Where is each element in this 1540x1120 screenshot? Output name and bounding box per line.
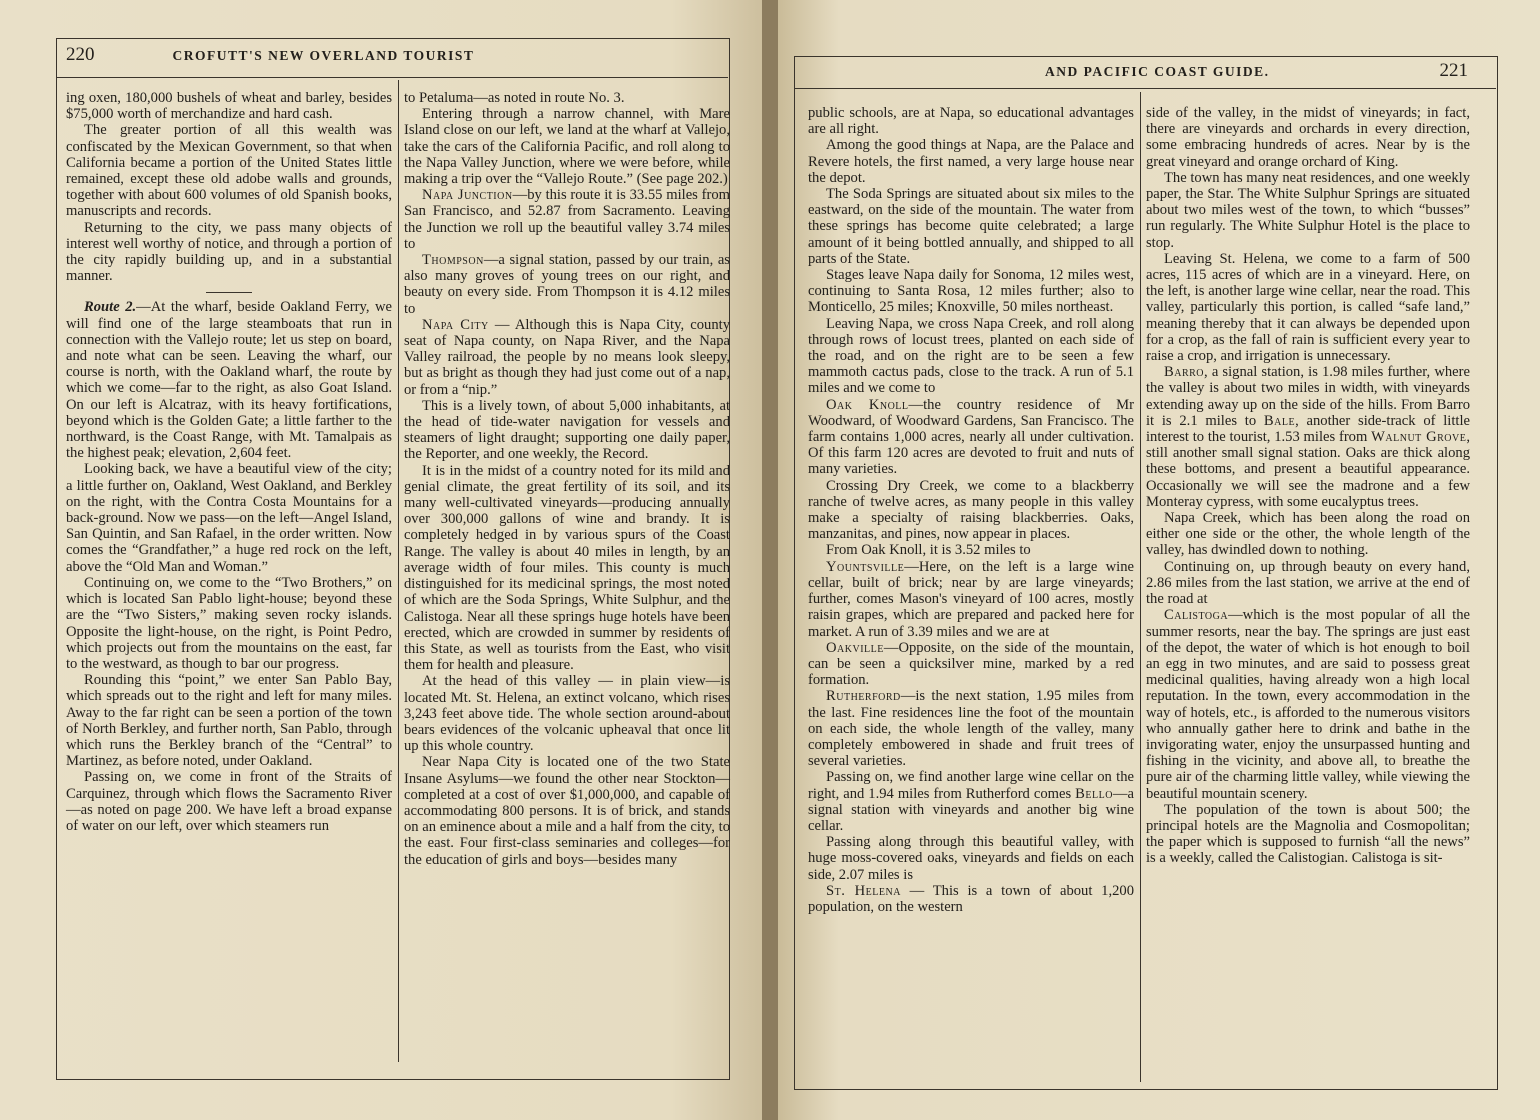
paragraph-text: Passing on, we find another large wine cellar on the right, and 1.94 miles from Rutherford comes: [808, 769, 1134, 802]
running-header: [808, 60, 1468, 82]
paragraph: Stages leave Napa daily for Sonoma, 12 miles west, continuing to Santa Rosa, 12 miles further; also to Monticello, 25 miles; Knoxville, 50 miles northeast.: [808, 267, 1134, 316]
paragraph: Leaving St. Helena, we come to a farm of 500 acres, 115 acres of which are in a vineyard. Here, on the left, is another large wine cellar, near the road. This valley, particularly this portion, is called “safe land,” meaning thereby that it can always be depended upon for a crop, as the fall of rain is sufficient every year to raise a crop, and irrigation is unnecessary.: [1146, 250, 1470, 365]
paragraph-oak-knoll: [808, 397, 1134, 478]
station-name: Rutherford: [826, 688, 901, 705]
station-name: Oak Knoll: [826, 396, 909, 413]
paragraph-text: — Although this is Napa City, county seat of Napa county, on Napa River, and the Napa Valley railroad, the people by no means look sleepy, but as bright as though they had just come out of a nap, or from a “nip.”: [404, 316, 730, 398]
paragraph-text: , still another small signal station. Oaks are thick along these bottoms, and present a beautiful appearance. Occasionally we will see the madrone and a few Monteray cypress, with some eucalyptus trees.: [1146, 429, 1470, 510]
paragraph: Returning to the city, we pass many objects of interest well worthy of notice, and through a portion of the city rapidly building up, and in a substantial manner.: [66, 219, 392, 285]
paragraph-rutherford: [808, 688, 1134, 769]
paragraph: The Soda Springs are situated about six miles to the eastward, on the side of the mountain. The water from these springs has become quite celebrated; a large amount of it being bottled annually, and shipped to all parts of the State.: [808, 186, 1134, 267]
paragraph-napa-city: [404, 317, 730, 398]
paragraph-text: , another side-track of little interest to the tourist, 1.53 miles from: [1146, 412, 1470, 446]
paragraph-text: —the country residence of Mr Woodward, of Woodward Gardens, San Francisco. The farm contains 1,000 acres, nearly all under cultivation. Of this farm 120 acres are devoted to fruit and nuts of many varieties.: [808, 396, 1134, 478]
station-name: Napa Junction: [422, 187, 513, 204]
paragraph-thompson: [404, 252, 730, 317]
right-column-1: [808, 105, 1134, 915]
paragraph: Crossing Dry Creek, we come to a blackberry ranche of twelve acres, as many people in this valley make a specialty of raising blackberries. Oaks, manzanitas, and pines, now appear in places.: [808, 477, 1134, 543]
paragraph-yountsville: [808, 559, 1134, 640]
paragraph: Among the good things at Napa, are the Palace and Revere hotels, the first named, a very large house near the depot.: [808, 137, 1134, 186]
paragraph: side of the valley, in the midst of vineyards; in fact, there are vineyards and orchards in every direction, some embracing hundreds of acres. Near by is the great vineyard and orange orchard of King.: [1146, 105, 1470, 170]
paragraph-napa-junction: [404, 187, 730, 252]
paragraph: Entering through a narrow channel, with Mare Island close on our left, we land at the wharf at Vallejo, take the cars of the California Pacific, and roll along to the Napa Valley Junction, where we were before, while making a trip over the “Vallejo Route.” (See page 202.): [404, 106, 730, 188]
paragraph-route-2: [66, 299, 392, 461]
paragraph-text: — This is a town of about 1,200 population, on the western: [808, 882, 1134, 915]
paragraph: Near Napa City is located one of the two State Insane Asylums—we found the other near Stockton—completed at a cost of over $1,000,000, and capable of accommodating 800 persons. It is of brick, and stands on an eminence about a mile and a half from the city, to the east. Four first-class seminaries and colleges—for the education of girls and boys—besides many: [404, 754, 730, 868]
station-name: St. Helena: [826, 882, 901, 899]
paragraph-bello: [808, 769, 1134, 834]
column-divider: [1140, 92, 1141, 1082]
paragraph: to Petaluma—as noted in route No. 3.: [404, 90, 625, 106]
station-name: Calistoga: [1164, 607, 1229, 624]
station-name: Bale: [1263, 412, 1296, 429]
running-head-title: CROFUTT'S NEW OVERLAND TOURIST: [172, 48, 475, 63]
paragraph-text: —a signal station with vineyards and another big wine cellar.: [808, 785, 1134, 834]
paragraph: Leaving Napa, we cross Napa Creek, and roll along through rows of locust trees, planted on each side of the road, and on the right are to be seen a few mammoth cactus pads, close to the track. A run of 5.1 miles and we come to: [808, 315, 1134, 397]
right-page: [778, 0, 1540, 1120]
paragraph-st-helena: [808, 883, 1134, 915]
running-header: [66, 44, 726, 66]
left-column-1: [66, 90, 392, 834]
route-heading: Route 2.: [84, 299, 137, 316]
paragraph-oakville: [808, 640, 1134, 689]
right-column-2: [1146, 105, 1470, 867]
paragraph-text: —which is the most popular of all the summer resorts, near the bay. The springs are just east of the depot, the water of which is hot enough to boil an egg in two minutes, and are said to possess great medicinal qualities, having already won a high local reputation. In the town, every accommodation in the way of hotels, etc., is afforded to the numerous visitors who annually gather here to drink and bathe in the invigorating water, enjoy the unsurpassed hunting and fishing in the vicinity, and above all, to breathe the pure air of the charming little valley, while viewing the beautiful mountain scenery.: [1146, 607, 1470, 802]
running-head-title: AND PACIFIC COAST GUIDE.: [1044, 64, 1270, 79]
paragraph-text: —by this route it is 33.55 miles from San Francisco, and 52.87 from Sacramento. Leaving the Junction we roll up the beautiful valley 3.74 miles to: [404, 187, 730, 252]
paragraph: The greater portion of all this wealth was confiscated by the Mexican Government, so that when California became a portion of the United States little remained, except these old adobe walls and grounds, together with about 600 volumes of old Spanish books, manuscripts and records.: [66, 122, 392, 220]
paragraph: Napa Creek, which has been along the road on either one side or the other, the whole length of the valley, has dwindled down to nothing.: [1146, 510, 1470, 559]
paragraph: Passing along through this beautiful valley, with huge moss-covered oaks, vineyards and fields on each side, 2.07 miles is: [808, 834, 1134, 883]
station-name: Barro: [1164, 364, 1205, 381]
paragraph-calistoga: [1146, 607, 1470, 801]
paragraph-text: , a signal station, is 1.98 miles further, where the valley is about two miles in width, with vineyards extending away up on the side of the hills. From Barro it is 2.1 miles to: [1146, 364, 1470, 429]
station-name: Yountsville: [826, 558, 905, 575]
paragraph: Looking back, we have a beautiful view of the city; a little further on, Oakland, West Oakland, and Berkley on the right, with the Contra Costa Mountains for a back-ground. Now we pass—on the left—Angel Island, San Quintin, and San Rafael, in the order written. Now comes the “Grandfather,” a huge red rock on the left, above the “Old Man and Woman.”: [66, 461, 392, 575]
paragraph: At the head of this valley — in plain view—is located Mt. St. Helena, an extinct volcano, which rises 3,243 feet above tide. The whole section around-about bears evidences of the volcanic upheaval that once lit up this whole country.: [404, 673, 730, 755]
paragraph: Continuing on, we come to the “Two Brothers,” on which is located San Pablo light-house; beyond these are the “Two Sisters,” making seven rocky islands. Opposite the light-house, on the right, is Point Pedro, which projects out from the mountains on the east, far to the westward, as though to bar our progress.: [66, 574, 392, 672]
paragraph: The population of the town is about 500; the principal hotels are the Magnolia and Cosmopolitan; the paper which is supposed to furnish “all the news” is a weekly, called the Calistogian. Calistoga is sit-: [1146, 801, 1470, 867]
paragraph: The town has many neat residences, and one weekly paper, the Star. The White Sulphur Springs are situated about two miles west of the town, to which “busses” run regularly. The White Sulphur Hotel is the place to stop.: [1146, 169, 1470, 251]
left-column-2: [404, 90, 730, 868]
paragraph: Passing on, we come in front of the Straits of Carquinez, through which flows the Sacramento River—as noted on page 200. We have left a broad expanse of water on our left, over which steamers run: [66, 769, 392, 834]
paragraph-text: —At the wharf, beside Oakland Ferry, we will find one of the large steamboats that run in connection with the Vallejo route; let us step on board, and note what can be seen. Leaving the wharf, our course is north, with the Oakland wharf, the route by which we come—far to the right, as also Goat Island. On our left is Alcatraz, with its heavy fortifications, beyond which is the Golden Gate; a little farther to the northward, is the Coast Range, with Mt. Tamalpais as the highest peak; elevation, 2,604 feet.: [66, 299, 393, 462]
book-gutter: [762, 0, 778, 1120]
paragraph: From Oak Knoll, it is 3.52 miles to: [826, 542, 1031, 559]
paragraph: Rounding this “point,” we enter San Pablo Bay, which spreads out to the right and left for many miles. Away to the far right can be seen a portion of the town of North Berkley, and further north, San Pablo, through which runs the Berkley branch of the “Central” to Martinez, as before noted, under Oakland.: [66, 672, 392, 770]
station-name: Napa City: [422, 316, 489, 333]
station-name: Walnut Grove: [1371, 429, 1467, 446]
paragraph: It is in the midst of a country noted for its mild and genial climate, the great fertility of its soil, and its many well-cultivated vineyards—producing annually over 300,000 gallons of wine and brandy. It is completely hedged in by various spurs of the Coast Range. The valley is about 40 miles in length, by an average width of four miles. This county is much distinguished for its medicinal springs, the most noted of which are the Soda Springs, White Sulphur, and the Calistoga. Near all these springs huge hotels have been erected, which are crowded in summer by residents of this State, as well as tourists from the East, who visit them for health and pleasure.: [404, 462, 730, 674]
station-name: Bello: [1075, 785, 1113, 802]
page-number: 220: [66, 44, 95, 65]
station-name: Thompson: [422, 252, 484, 269]
paragraph-text: —is the next station, 1.95 miles from the last. Fine residences line the foot of the mountain on each side, the whole length of the valley, many completely embowered in shade and fruit trees of several varieties.: [808, 688, 1134, 770]
paragraph-text: —a signal station, passed by our train, as also many groves of young trees on our right, and beauty on every side. From Thompson it is 4.12 miles to: [404, 252, 730, 317]
paragraph-text: —Here, on the left is a large wine cellar, built of brick; near by are large vineyards; further, comes Mason's vineyard of 100 acres, mostly raisin grapes, which are prepared and packed here for market. A run of 3.39 miles and we are at: [808, 558, 1134, 640]
paragraph: This is a lively town, of about 5,000 inhabitants, at the head of tide-water navigation for vessels and steamers of light draught; supporting one daily paper, the Reporter, and one weekly, the Record.: [404, 397, 730, 463]
paragraph: Continuing on, up through beauty on every hand, 2.86 miles from the last station, we arrive at the end of the road at: [1146, 558, 1470, 608]
paragraph: public schools, are at Napa, so educational advantages are all right.: [808, 105, 1134, 138]
paragraph-text: —Opposite, on the side of the mountain, can be seen a quicksilver mine, marked by a red formation.: [808, 639, 1134, 689]
page-number: 221: [1439, 60, 1468, 81]
header-rule: [56, 77, 728, 78]
left-page: [0, 0, 762, 1120]
section-divider: [206, 292, 252, 293]
header-rule: [794, 88, 1496, 89]
column-divider: [398, 80, 399, 1062]
paragraph-barro: [1146, 364, 1470, 510]
paragraph: ing oxen, 180,000 bushels of wheat and barley, besides $75,000 worth of merchandize and hard cash.: [66, 90, 392, 123]
station-name: Oakville: [826, 639, 884, 656]
